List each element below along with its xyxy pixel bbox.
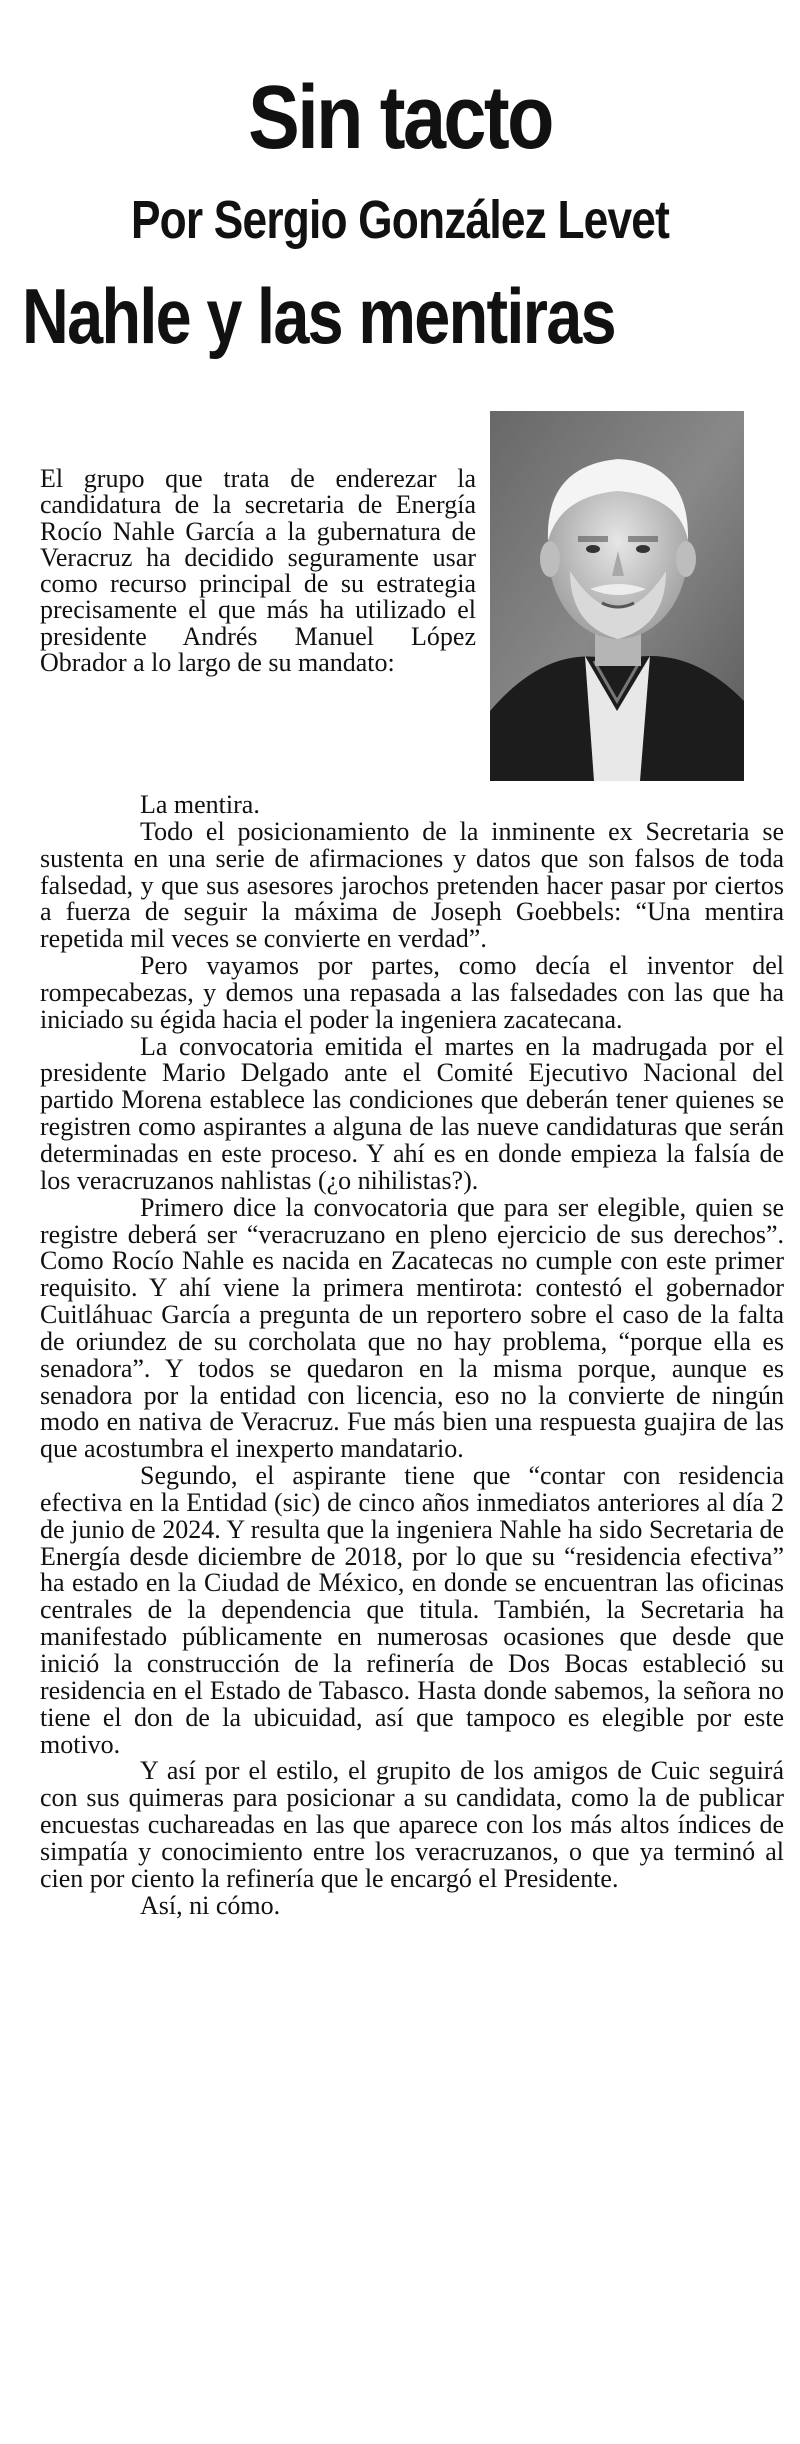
body-paragraph-6: Segundo, el aspirante tiene que “contar con residencia efectiva en la Entidad (sic) de cinco años inmediatos anteriores al día 2 de junio de 2024. Y resulta que la ingeniera Nahle ha sido Secretaria de Energía desde diciembre de 2018, por lo que su “residencia efectiva” ha estado en la Ciudad de México, en donde se encuentran las oficinas centrales de la dependencia que titula. También, la Secretaria ha manifestado públicamente en numerosas ocasiones que desde que inició la construcción de la refinería de Dos Bocas estableció su residencia en el Estado de Tabasco. Hasta donde sabemos, la señora no tiene el don de la ubicuidad, así que tampoco es elegible por este motivo. (40, 1461, 784, 1759)
article-headline: Nahle y las mentiras (22, 272, 615, 360)
body-paragraph-1: La mentira. (140, 790, 260, 819)
body-paragraph-4: La convocatoria emitida el martes en la madrugada por el presidente Mario Delgado ante el Comité Ejecutivo Nacional del partido Morena establece las condiciones que deberán tener quienes se registren como aspirantes a alguna de las nueve candidaturas que serán determinadas en este proceso. Y ahí es en donde empieza la falsía de los veracruzanos nahlistas (¿o nihilistas?). (40, 1031, 784, 1195)
body-paragraph-7: Y así por el estilo, el grupito de los amigos de Cuic seguirá con sus quimeras para posicionar a su candidata, como la de publicar encuestas cuchareadas en las que aparece con los más altos índices de simpatía y conocimiento entre los veracruzanos, o que ya terminó al cien por ciento la refinería que le encargó el Presidente. (40, 1756, 784, 1893)
body-paragraph-5: Primero dice la convocatoria que para ser elegible, quien se registre deberá ser “veracruzano en pleno ejercicio de sus derechos”. Como Rocío Nahle es nacida en Zacatecas no cumple con este primer requisito. Y ahí viene la primera mentirota: contestó el gobernador Cuitláhuac García a pregunta de un reportero sobre el caso de la falta de oriundez de su corcholata que no hay problema, “porque ella es senadora”. Y todos se quedaron en la misma porque, aunque es senadora por la entidad con licencia, eso no la convierte de ningún modo en nativa de Veracruz. Fue más bien una respuesta guajira de las que acostumbra el inexperto mandatario. (40, 1192, 784, 1464)
intro-paragraph: El grupo que trata de enderezar la candidatura de la secretaria de Energía Rocío Nahle García a la gubernatura de Veracruz ha decidido seguramente usar como recurso principal de su estrategia precisamente el que más ha utilizado el presidente Andrés Manuel López Obrador a lo largo de su mandato: (40, 464, 476, 678)
body-paragraph-3: Pero vayamos por partes, como decía el inventor del rompecabezas, y demos una repasada a las falsedades con las que ha iniciado su égida hacia el poder la ingeniera zacatecana. (40, 951, 784, 1034)
article-body (40, 792, 784, 1919)
author-byline: Por Sergio González Levet (130, 190, 670, 250)
intro-paragraph-block (40, 466, 476, 676)
column-title: Sin tacto (248, 68, 552, 168)
body-paragraph-2: Todo el posicionamiento de la inminente ex Secretaria se sustenta en una serie de afirmaciones y datos que son falsos de toda falsedad, y que sus asesores jarochos pretenden hacer pasar por ciertos a fuerza de seguir la máxima de Joseph Goebbels: “Una mentira repetida mil veces se convierte en verdad”. (40, 816, 784, 954)
body-paragraph-8: Así, ni cómo. (140, 1890, 281, 1920)
author-photo (490, 411, 744, 781)
